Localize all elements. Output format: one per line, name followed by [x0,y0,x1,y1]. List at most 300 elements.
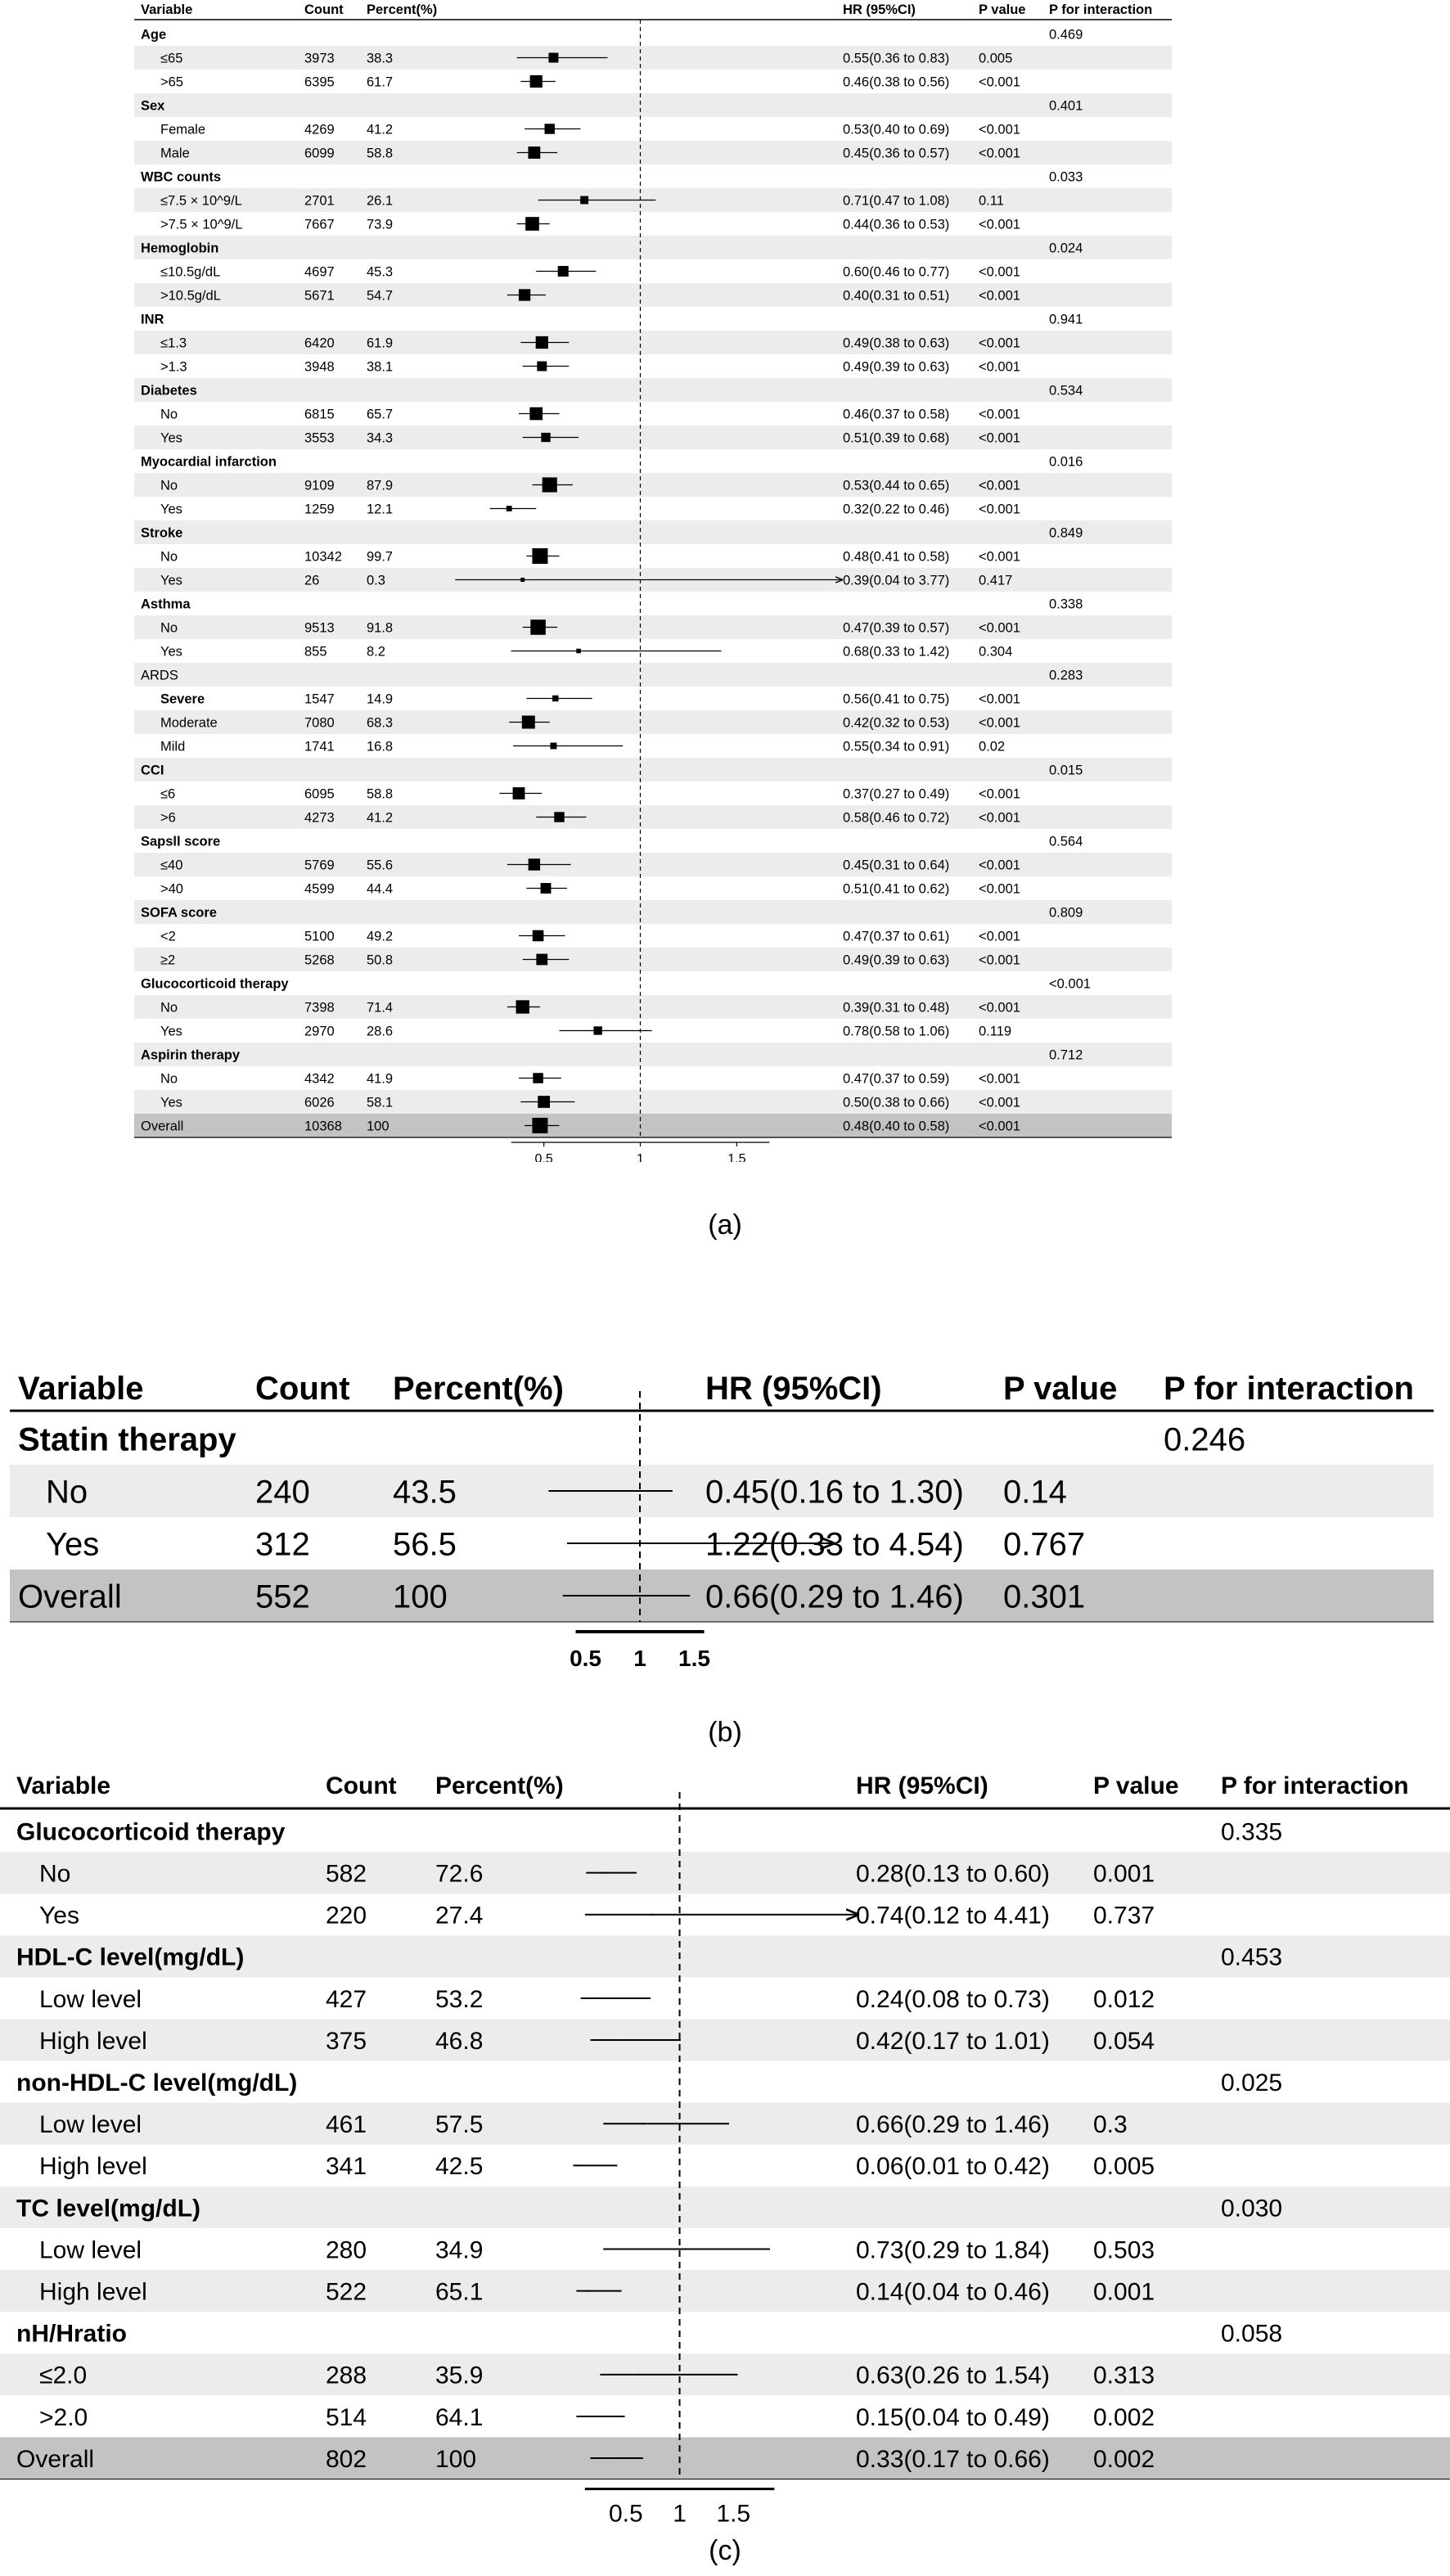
hr-text: 0.55(0.36 to 0.83) [843,51,950,66]
point-estimate [545,124,555,133]
count-value: 427 [326,1985,367,2013]
subgroup-label: <2 [160,929,176,944]
p-interaction: 0.534 [1049,383,1083,399]
x-tick-label: 1 [637,1152,644,1162]
percent-value: 73.9 [367,217,394,232]
p-value: 0.417 [979,573,1013,588]
percent-value: 26.1 [367,193,394,209]
point-estimate [519,289,530,300]
hr-text: 0.66(0.29 to 1.46) [856,2111,1050,2139]
row-stripe [134,663,1172,687]
caption-c: (c) [709,2535,741,2566]
header-percent: Percent(%) [435,1772,564,1799]
subgroup-label: No [160,1071,178,1087]
p-value: 0.11 [979,193,1004,209]
forest-plot-a [0,0,1450,1162]
count-value: 1259 [304,502,335,517]
count-value: 7398 [304,1000,335,1016]
row-stripe [134,236,1172,259]
point-estimate [528,146,540,159]
percent-value: 58.1 [367,1095,394,1110]
hr-text: 0.47(0.37 to 0.61) [843,929,950,944]
row-stripe [0,2020,1450,2061]
p-value: <0.001 [979,691,1020,707]
point-estimate [558,266,569,277]
hr-text: 0.73(0.29 to 1.84) [856,2236,1050,2264]
header-count: Count [304,2,344,17]
header-hr: HR (95%CI) [856,1772,988,1799]
header-p-value: P value [1093,1772,1179,1799]
row-stripe [134,758,1172,781]
point-estimate [533,930,544,942]
percent-value: 68.3 [367,715,394,731]
group-label: nH/Hratio [16,2320,127,2348]
subgroup-label: Yes [160,573,182,588]
percent-value: 99.7 [367,549,394,565]
count-value: 220 [326,1902,367,1930]
p-interaction: 0.453 [1221,1943,1283,1971]
subgroup-label: Yes [160,1095,182,1110]
hr-text: 0.45(0.36 to 0.57) [843,146,950,161]
subgroup-label: ≤6 [160,786,176,802]
p-interaction: 0.469 [1049,27,1083,43]
point-estimate [536,336,548,349]
p-value: <0.001 [979,549,1020,565]
p-interaction: 0.015 [1049,763,1083,778]
row-stripe [134,46,1172,70]
hr-text: 0.32(0.22 to 0.46) [843,502,950,517]
p-value: 0.119 [979,1024,1012,1039]
p-value: 0.503 [1093,2236,1155,2264]
subgroup-label: Low level [39,1985,142,2013]
point-estimate [663,1542,664,1544]
percent-value: 8.2 [367,644,385,660]
subgroup-label: High level [39,2027,147,2055]
p-value: <0.001 [979,858,1020,873]
hr-text: 0.55(0.34 to 0.91) [843,739,950,754]
header-p-value: P value [979,2,1026,17]
count-value: 2970 [304,1024,335,1039]
subgroup-label: >7.5 × 10^9/L [160,217,243,232]
hr-text: 0.33(0.17 to 0.66) [856,2445,1050,2473]
p-value: 0.001 [1093,1860,1155,1888]
count-value: 2701 [304,193,335,209]
percent-value: 61.7 [367,74,394,90]
point-estimate [530,619,546,635]
count-value: 4697 [304,264,335,280]
group-label: Stroke [141,525,183,541]
hr-text: 0.74(0.12 to 4.41) [856,1902,1050,1930]
p-value: <0.001 [979,74,1020,90]
subgroup-label: Yes [46,1526,100,1563]
subgroup-label: Yes [160,502,182,517]
subgroup-label: No [160,620,178,636]
header-hr: HR (95%CI) [843,2,916,17]
hr-text: 0.51(0.39 to 0.68) [843,430,950,446]
p-value: <0.001 [979,620,1020,636]
point-estimate [532,548,547,564]
p-value: 0.3 [1093,2111,1128,2139]
p-value: <0.001 [979,1119,1020,1134]
percent-value: 12.1 [367,502,394,517]
p-interaction: 0.941 [1049,312,1083,327]
group-label: Sex [141,98,165,114]
point-estimate [597,1997,599,1999]
header-p-interaction: P for interaction [1221,1772,1409,1799]
p-value: <0.001 [979,146,1020,161]
p-value: <0.001 [979,264,1020,280]
p-value: 0.301 [1003,1578,1086,1615]
count-value: 5671 [304,288,335,304]
p-interaction: 0.335 [1221,1818,1283,1846]
percent-value: 100 [435,2445,477,2473]
count-value: 6095 [304,786,335,802]
point-estimate [579,1490,581,1492]
count-value: 312 [255,1526,310,1563]
point-estimate [550,743,556,750]
hr-text: 0.58(0.46 to 0.72) [843,810,950,826]
subgroup-label: >65 [160,74,183,90]
p-interaction: 0.564 [1049,834,1083,849]
subgroup-label: ≤10.5g/dL [160,264,221,280]
percent-value: 57.5 [435,2111,484,2139]
row-stripe [134,378,1172,402]
hr-text: 0.14(0.04 to 0.46) [856,2278,1050,2306]
group-label: ARDS [141,668,178,683]
p-interaction: 0.712 [1049,1047,1083,1063]
subgroup-label: ≤1.3 [160,336,187,351]
hr-text: 0.71(0.47 to 1.08) [843,193,950,209]
hr-text: 0.44(0.36 to 0.53) [843,217,950,232]
subgroup-label: Mild [160,739,186,754]
subgroup-label: ≤40 [160,858,183,873]
percent-value: 64.1 [435,2403,484,2431]
subgroup-label: No [160,1000,178,1016]
percent-value: 56.5 [393,1526,457,1563]
percent-value: 38.3 [367,51,394,66]
count-value: 461 [326,2111,367,2139]
subgroup-label: Yes [160,430,182,446]
subgroup-label: Low level [39,2236,142,2264]
count-value: 3553 [304,430,335,446]
group-label: Statin therapy [18,1421,236,1458]
p-value: 0.002 [1093,2403,1155,2431]
percent-value: 100 [393,1578,448,1615]
count-value: 10342 [304,549,342,565]
subgroup-label: No [39,1860,71,1888]
count-value: 1741 [304,739,335,754]
subgroup-label: Severe [160,691,205,707]
p-value: <0.001 [979,810,1020,826]
forest-plot-b [0,1358,1450,1710]
point-estimate [651,1914,652,1916]
header-percent: Percent(%) [393,1371,564,1407]
percent-value: 35.9 [435,2362,484,2389]
percent-value: 72.6 [435,1860,484,1888]
p-interaction: <0.001 [1049,976,1091,992]
subgroup-label: Low level [39,2111,142,2139]
percent-value: 71.4 [367,1000,394,1016]
group-label: Glucocorticoid therapy [16,1818,286,1846]
percent-value: 41.9 [367,1071,394,1087]
p-value: <0.001 [979,952,1020,968]
hr-text: 0.51(0.41 to 0.62) [843,881,950,897]
count-value: 9109 [304,478,335,493]
subgroup-label: >40 [160,881,183,897]
x-tick-label: 1.5 [716,2500,751,2524]
p-value: <0.001 [979,929,1020,944]
point-estimate [541,883,552,894]
p-value: <0.001 [979,217,1020,232]
count-value: 855 [304,644,327,660]
percent-value: 61.9 [367,336,394,351]
percent-value: 50.8 [367,952,394,968]
p-value: <0.001 [979,478,1020,493]
x-tick-label: 0.5 [570,1646,602,1671]
point-estimate [522,716,535,729]
p-value: <0.001 [979,122,1020,137]
hr-text: 0.68(0.33 to 1.42) [843,644,950,660]
header-p-interaction: P for interaction [1049,2,1153,17]
group-label: Diabetes [141,383,197,399]
count-value: 514 [326,2403,367,2431]
percent-value: 43.5 [393,1474,457,1511]
p-interaction: 0.024 [1049,241,1083,256]
count-value: 4342 [304,1071,335,1087]
subgroup-label: No [160,549,178,565]
point-estimate [650,2249,651,2250]
p-interaction: 0.033 [1049,169,1083,185]
percent-value: 44.4 [367,881,394,897]
p-value: 0.737 [1093,1902,1155,1930]
p-value: 0.005 [1093,2153,1155,2181]
p-interaction: 0.809 [1049,905,1083,921]
hr-text: 0.53(0.44 to 0.65) [843,478,950,493]
percent-value: 16.8 [367,739,394,754]
point-estimate [554,812,564,822]
point-estimate [530,75,543,88]
count-value: 240 [255,1474,310,1511]
count-value: 4599 [304,881,335,897]
count-value: 6395 [304,74,335,90]
count-value: 3948 [304,359,335,375]
point-estimate [532,1118,547,1133]
percent-value: 53.2 [435,1985,484,2013]
p-value: <0.001 [979,786,1020,802]
point-estimate [578,2164,579,2166]
subgroup-label: High level [39,2153,147,2181]
hr-text: 0.66(0.29 to 1.46) [705,1578,964,1615]
row-stripe [0,1852,1450,1894]
hr-text: 0.28(0.13 to 0.60) [856,1860,1050,1888]
count-value: 26 [304,573,320,588]
subgroup-label: Female [160,122,206,137]
point-estimate [516,1000,529,1013]
p-value: 0.02 [979,739,1006,754]
group-label: Age [141,27,167,43]
hr-text: 0.46(0.37 to 0.58) [843,407,950,422]
count-value: 10368 [304,1119,342,1134]
count-value: 375 [326,2027,367,2055]
percent-value: 34.9 [435,2236,484,2264]
point-estimate [541,433,550,442]
p-value: 0.767 [1003,1526,1086,1563]
header-percent: Percent(%) [367,2,438,17]
subgroup-label: Yes [39,1902,79,1930]
point-estimate [588,2416,589,2417]
count-value: 5769 [304,858,335,873]
x-tick-label: 1.5 [678,1646,710,1671]
hr-text: 0.48(0.40 to 0.58) [843,1119,950,1134]
x-tick-label: 0.5 [608,2500,643,2524]
percent-value: 91.8 [367,620,394,636]
percent-value: 27.4 [435,1902,484,1930]
point-estimate [548,53,558,63]
hr-text: 0.53(0.40 to 0.69) [843,122,950,137]
overall-row-bg [0,2438,1450,2479]
subgroup-label: Yes [160,644,182,660]
count-value: 802 [326,2445,367,2473]
row-stripe [134,900,1172,924]
percent-value: 87.9 [367,478,394,493]
group-label: Glucocorticoid therapy [141,976,289,992]
p-value: <0.001 [979,359,1020,375]
p-value: 0.002 [1093,2445,1155,2473]
count-value: 341 [326,2153,367,2181]
group-label: HDL-C level(mg/dL) [16,1943,245,1971]
subgroup-label: ≥2 [160,952,176,968]
hr-text: 0.24(0.08 to 0.73) [856,1985,1050,2013]
header-variable: Variable [16,1772,111,1799]
point-estimate [593,1026,601,1034]
point-estimate [525,217,539,231]
header-variable: Variable [18,1371,144,1407]
hr-text: 0.39(0.31 to 0.48) [843,1000,950,1016]
percent-value: 14.9 [367,691,394,707]
count-value: 4273 [304,810,335,826]
p-interaction: 0.401 [1049,98,1083,114]
subgroup-label: Male [160,146,190,161]
group-label: Hemoglobin [141,241,219,256]
subgroup-label: >1.3 [160,359,187,375]
point-estimate [543,477,557,492]
group-label: CCI [141,763,164,778]
percent-value: 45.3 [367,264,394,280]
hr-text: 0.46(0.38 to 0.56) [843,74,950,90]
p-interaction: 0.030 [1221,2195,1283,2222]
count-value: 280 [326,2236,367,2264]
hr-text: 0.42(0.32 to 0.53) [843,715,950,731]
subgroup-label: >10.5g/dL [160,288,221,304]
hr-text: 0.78(0.58 to 1.06) [843,1024,950,1039]
count-value: 6099 [304,146,335,161]
p-value: <0.001 [979,715,1020,731]
percent-value: 58.8 [367,786,394,802]
p-interaction: 0.246 [1164,1421,1246,1458]
percent-value: 65.7 [367,407,394,422]
point-estimate [580,196,588,205]
percent-value: 49.2 [367,929,394,944]
point-estimate [576,649,581,654]
p-value: 0.001 [1093,2278,1155,2306]
count-value: 5268 [304,952,335,968]
percent-value: 42.5 [435,2153,484,2181]
hr-text: 0.47(0.37 to 0.59) [843,1071,950,1087]
row-stripe [134,520,1172,544]
p-value: <0.001 [979,336,1020,351]
hr-text: 0.15(0.04 to 0.49) [856,2403,1050,2431]
hr-text: 0.47(0.39 to 0.57) [843,620,950,636]
subgroup-label: ≤2.0 [39,2362,88,2389]
row-stripe [134,93,1172,117]
subgroup-label: >6 [160,810,176,826]
hr-text: 0.56(0.41 to 0.75) [843,691,950,707]
overall-label: Overall [16,2445,95,2473]
point-estimate [538,1096,550,1108]
point-estimate [552,696,558,701]
p-value: 0.054 [1093,2027,1155,2055]
header-count: Count [326,1772,397,1799]
count-value: 4269 [304,122,335,137]
subgroup-label: >2.0 [39,2403,88,2431]
count-value: 6815 [304,407,335,422]
caption-b: (b) [708,1717,742,1748]
count-value: 582 [326,1860,367,1888]
group-label: Sapsll score [141,834,221,849]
count-value: 288 [326,2362,367,2389]
p-value: <0.001 [979,1095,1020,1110]
point-estimate [616,2039,618,2041]
subgroup-label: No [160,407,178,422]
percent-value: 65.1 [435,2278,484,2306]
percent-value: 41.2 [367,122,394,137]
subgroup-label: No [160,478,178,493]
p-value: <0.001 [979,502,1020,517]
point-estimate [507,506,512,511]
count-value: 5100 [304,929,335,944]
hr-text: 0.63(0.26 to 1.54) [856,2362,1050,2389]
hr-text: 1.22(0.33 to 4.54) [705,1526,964,1563]
percent-value: 0.3 [367,573,385,588]
p-value: 0.005 [979,51,1013,66]
point-estimate [513,787,525,799]
point-estimate [536,954,547,966]
subgroup-label: Moderate [160,715,218,731]
percent-value: 46.8 [435,2027,484,2055]
count-value: 3973 [304,51,335,66]
point-estimate [520,578,525,582]
header-p-interaction: P for interaction [1164,1371,1414,1407]
hr-text: 0.45(0.31 to 0.64) [843,858,950,873]
count-value: 6026 [304,1095,335,1110]
group-label: SOFA score [141,905,217,921]
percent-value: 38.1 [367,359,394,375]
p-value: <0.001 [979,1071,1020,1087]
percent-value: 41.2 [367,810,394,826]
count-value: 9513 [304,620,335,636]
hr-text: 0.49(0.39 to 0.63) [843,359,950,375]
overall-label: Overall [141,1119,184,1134]
p-interaction: 0.016 [1049,454,1083,470]
forest-plot-c [0,1759,1450,2524]
p-interaction: 0.338 [1049,597,1083,612]
hr-text: 0.60(0.46 to 0.77) [843,264,950,280]
p-value: <0.001 [979,430,1020,446]
percent-value: 28.6 [367,1024,394,1039]
percent-value: 34.3 [367,430,394,446]
header-hr: HR (95%CI) [705,1371,882,1407]
p-value: <0.001 [979,1000,1020,1016]
